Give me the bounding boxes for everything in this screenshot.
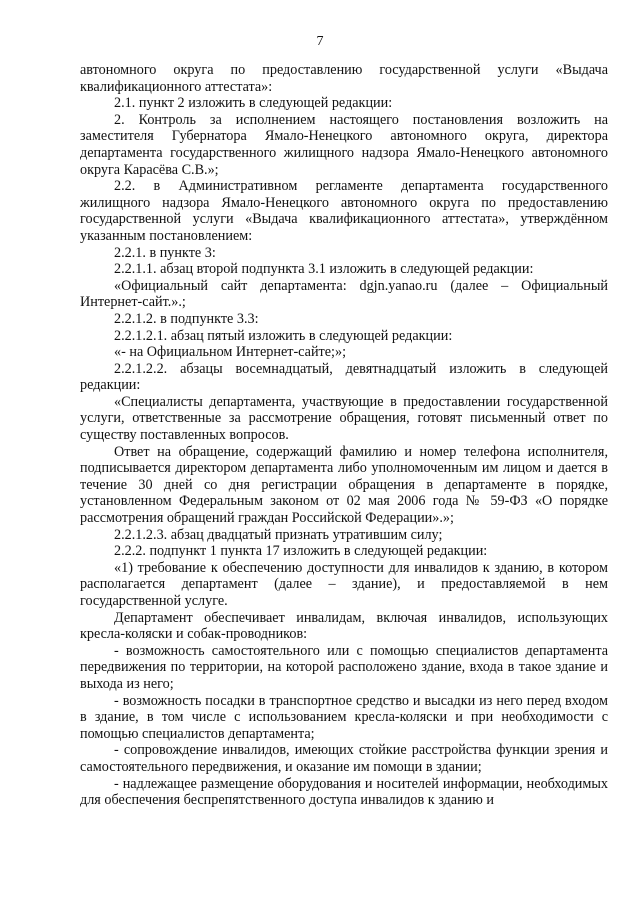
paragraph: Ответ на обращение, содержащий фамилию и номер телефона исполнителя, подписывается директором департамента либо уполномоченным им лицом и дается в течение 30 дней со дня регистрации обращения в департаменте в порядке, установленном Федеральным законом от 02 мая 2006 года № 59-ФЗ «О порядке рассмотрения обращений граждан Российской Федерации».»; [80,443,608,527]
paragraph: 2.2.1.2.3. абзац двадцатый признать утратившим силу; [114,526,443,543]
paragraph: 2.2.1. в пункте 3: [114,244,216,261]
list-item: - возможность самостоятельного или с помощью специалистов департамента передвижения по территории, на которой расположено здание, входа в такое здание и выхода из него; [80,642,608,692]
paragraph: 2.2. в Административном регламенте департамента государственного жилищного надзора Ямало-Ненецкого автономного округа по предоставлению государственной услуги «Выдача квалификационного аттестата», утверждённом указанным постановлением: [80,178,608,244]
paragraph: «1) требование к обеспечению доступности для инвалидов к зданию, в котором располагается департамент (далее – здание), и предоставляемой в нем государственной услуге. [80,559,608,609]
paragraph: автономного округа по предоставлению государственной услуги «Выдача квалификационного аттестата»: [80,62,608,95]
list-item: - возможность посадки в транспортное средство и высадки из него перед входом в здание, в том числе с использованием кресла-коляски и при необходимости с помощью специалистов департамента; [80,692,608,742]
paragraph: 2.2.1.2. в подпункте 3.3: [114,310,259,327]
document-body [80,62,608,809]
page-number: 7 [316,34,324,49]
paragraph: «Официальный сайт департамента: dgjn.yanao.ru (далее – Официальный Интернет-сайт.».; [80,277,608,311]
paragraph: 2.2.2. подпункт 1 пункта 17 изложить в следующей редакции: [114,543,488,560]
list-item: - сопровождение инвалидов, имеющих стойкие расстройства функции зрения и самостоятельного передвижения, и оказание им помощи в здании; [80,742,608,775]
paragraph: 2.2.1.2.1. абзац пятый изложить в следующей редакции: [114,327,453,344]
paragraph: 2.1. пункт 2 изложить в следующей редакции: [114,95,393,112]
paragraph: «- на Официальном Интернет-сайте;»; [114,344,347,361]
paragraph: 2.2.1.2.2. абзацы восемнадцатый, девятнадцатый изложить в следующей редакции: [80,360,608,394]
paragraph: Департамент обеспечивает инвалидам, включая инвалидов, использующих кресла-коляски и собак-проводников: [80,609,608,643]
paragraph: 2.2.1.1. абзац второй подпункта 3.1 изложить в следующей редакции: [114,261,534,278]
list-item: - надлежащее размещение оборудования и носителей информации, необходимых для обеспечения беспрепятственного доступа инвалидов к зданию и [80,775,608,809]
paragraph: «Специалисты департамента, участвующие в предоставлении государственной услуги, ответственные за рассмотрение обращения, готовят письменный ответ по существу поставленных вопросов. [80,393,608,444]
paragraph: 2. Контроль за исполнением настоящего постановления возложить на заместителя Губернатора Ямало-Ненецкого автономного округа, директора департамента государственного жилищного надзора Ямало-Ненецкого автономного округа Карасёва С.В.»; [80,111,608,178]
